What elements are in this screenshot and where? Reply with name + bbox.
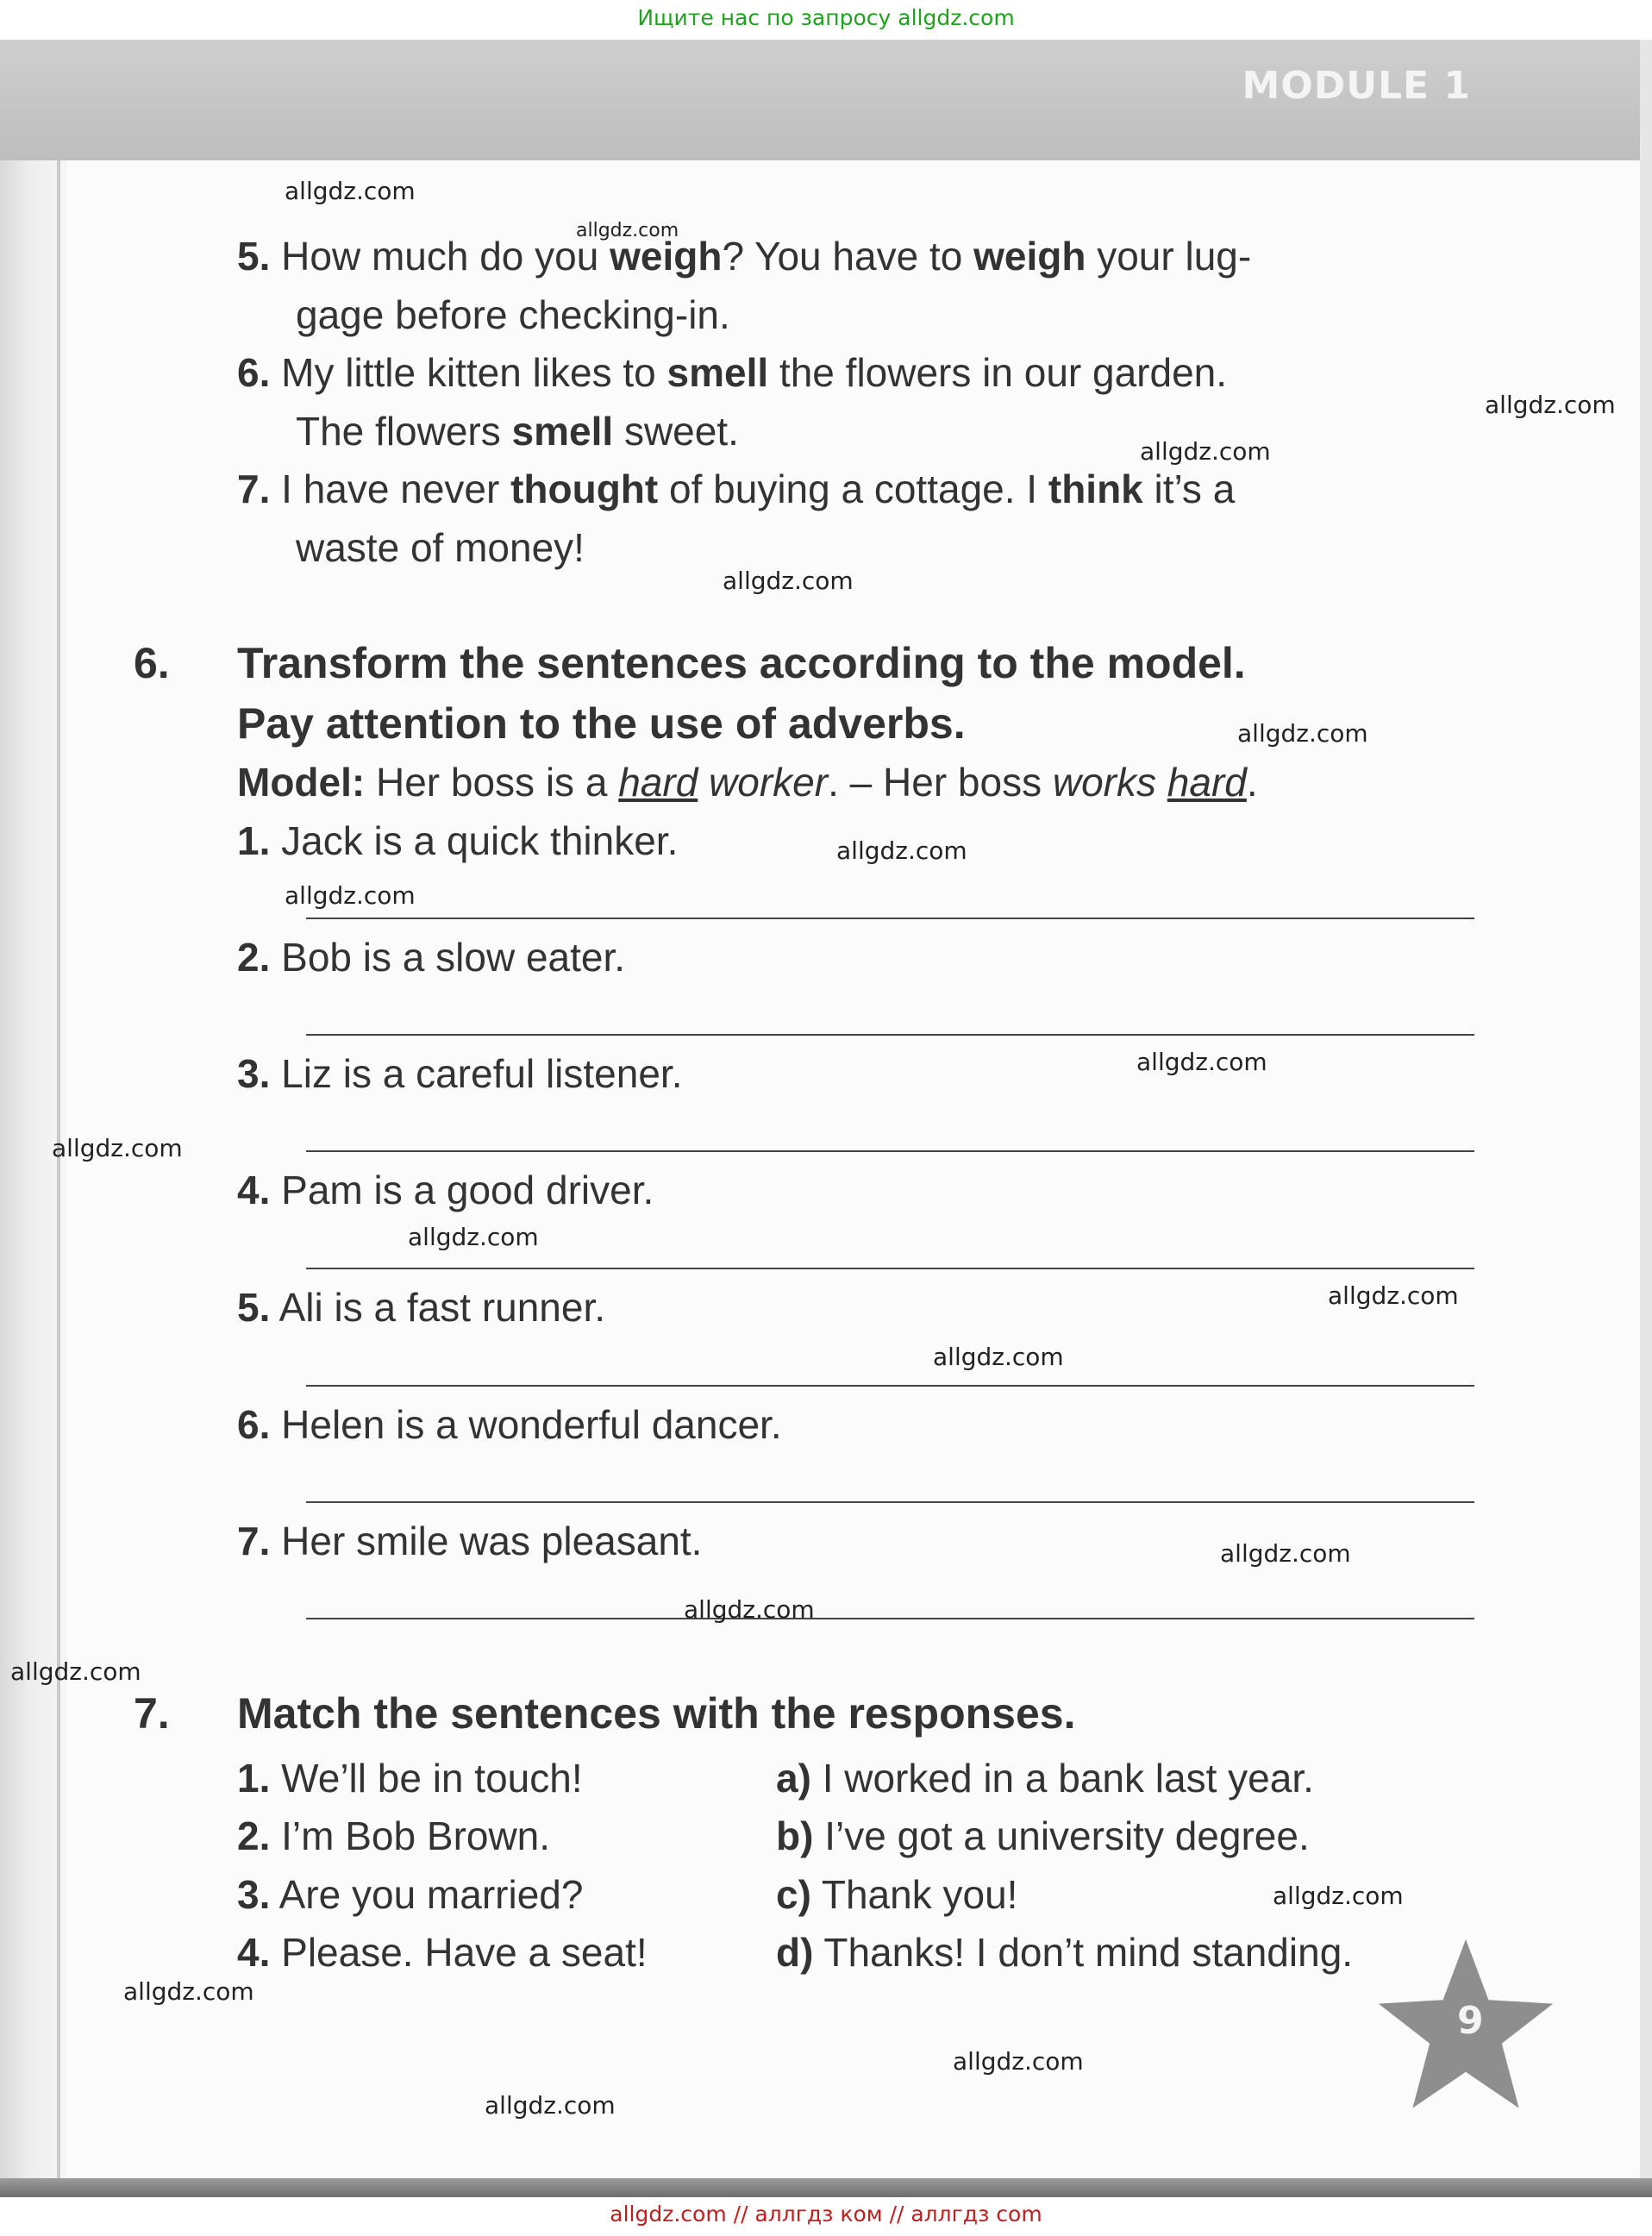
item-bold-word: weigh: [610, 234, 723, 279]
watermark: allgdz.com: [485, 2091, 616, 2120]
watermark: allgdz.com: [10, 1657, 141, 1686]
ex6-item: [237, 934, 625, 980]
answer-line[interactable]: [306, 1268, 1474, 1269]
module-title: MODULE 1: [1242, 64, 1471, 108]
item-text: Pam is a good driver.: [281, 1168, 654, 1212]
item-text: Helen is a wonderful dancer.: [281, 1402, 782, 1447]
ex6-item: [237, 1518, 702, 1564]
watermark: allgdz.com: [123, 1977, 254, 2006]
watermark: allgdz.com: [285, 177, 416, 205]
item-text: sweet.: [613, 409, 739, 454]
answer-line[interactable]: [306, 1501, 1474, 1503]
watermark: allgdz.com: [1485, 391, 1616, 419]
item-text: ? You have to: [722, 234, 974, 279]
item-text: Thank you!: [821, 1872, 1018, 1917]
match-right-item: [776, 1871, 1017, 1918]
watermark: allgdz.com: [1136, 1048, 1267, 1076]
item-text: Her smile was pleasant.: [281, 1519, 703, 1563]
exercise-7-number: 7.: [134, 1689, 170, 1738]
model-text: .: [1246, 760, 1258, 805]
item-bold-word: smell: [666, 350, 769, 395]
item-letter: c): [776, 1872, 811, 1917]
item-bold-word: thought: [510, 467, 659, 511]
exercise-6-title-line1: Transform the sentences according to the model.: [237, 639, 1246, 687]
item-number: 2.: [237, 1813, 271, 1858]
item-text: I’ve got a university degree.: [824, 1813, 1310, 1858]
watermark: allgdz.com: [576, 220, 679, 241]
item-number: 1.: [237, 1756, 271, 1801]
exercise-6-model: [237, 759, 1258, 805]
watermark: allgdz.com: [684, 1595, 815, 1624]
item-text: Ali is a fast runner.: [278, 1285, 606, 1330]
exercise-6-number: 6.: [134, 639, 170, 687]
spine-line: [57, 40, 60, 2197]
item-text: Thanks! I don’t mind standing.: [823, 1930, 1354, 1975]
match-right-item: [776, 1755, 1314, 1801]
model-underlined-word: hard: [618, 760, 698, 805]
item-text: The flowers: [296, 409, 512, 454]
model-italic-word: worker: [698, 760, 829, 805]
watermark: allgdz.com: [1140, 437, 1271, 466]
item-text: How much do you: [281, 234, 610, 279]
item-text: We’ll be in touch!: [281, 1756, 583, 1801]
watermark: allgdz.com: [953, 2047, 1084, 2076]
model-text: [1156, 760, 1167, 805]
item-text: Liz is a careful listener.: [281, 1051, 683, 1096]
page-number: 9: [1457, 1999, 1484, 2043]
ex6-item: [237, 1401, 782, 1448]
ex6-item: [237, 1284, 605, 1331]
item-text: I’m Bob Brown.: [281, 1813, 551, 1858]
match-right-item: [776, 1929, 1353, 1976]
answer-line[interactable]: [306, 1034, 1474, 1036]
match-left-item: [237, 1813, 550, 1859]
ex5-item-7: [237, 466, 1235, 512]
answer-line[interactable]: [306, 1385, 1474, 1387]
ex5-item-6: [237, 349, 1227, 396]
match-left-item: [237, 1929, 648, 1976]
ex5-item-6-line2: [296, 408, 739, 454]
model-label: Model:: [237, 760, 366, 805]
match-left-item: [237, 1755, 583, 1801]
match-left-item: [237, 1871, 583, 1918]
watermark: allgdz.com: [836, 836, 967, 865]
item-number: 4.: [237, 1930, 271, 1975]
answer-line[interactable]: [306, 918, 1474, 919]
item-text: of buying a cottage. I: [658, 467, 1048, 511]
model-text: . – Her boss: [828, 760, 1053, 805]
answer-line[interactable]: [306, 1618, 1474, 1619]
item-letter: d): [776, 1930, 814, 1975]
ex6-item: [237, 1050, 682, 1097]
item-text: the flowers in our garden.: [768, 350, 1228, 395]
item-number: 7.: [237, 1519, 271, 1563]
item-number: 3.: [237, 1051, 271, 1096]
page-bottom-edge: [0, 2178, 1652, 2197]
item-text: your lug-: [1086, 234, 1252, 279]
item-text: Jack is a quick thinker.: [281, 818, 679, 863]
bottom-banner[interactable]: allgdz.com // аллгдз ком // аллгдз com: [610, 2202, 1042, 2227]
item-number: 5.: [237, 1285, 271, 1330]
item-text: it’s a: [1142, 467, 1236, 511]
item-bold-word: think: [1048, 467, 1143, 511]
item-text: My little kitten likes to: [281, 350, 667, 395]
model-underlined-word: hard: [1167, 760, 1247, 805]
item-number: 2.: [237, 935, 271, 980]
item-number: 5.: [237, 234, 271, 279]
ex5-item-5: [237, 233, 1251, 279]
header-band: [0, 40, 1652, 160]
item-bold-word: smell: [511, 409, 614, 454]
page-edge: [1640, 40, 1652, 2197]
watermark: allgdz.com: [933, 1343, 1064, 1371]
item-text: Bob is a slow eater.: [281, 935, 626, 980]
watermark: allgdz.com: [1273, 1882, 1404, 1910]
item-letter: b): [776, 1813, 814, 1858]
item-letter: a): [776, 1756, 811, 1801]
item-number: 1.: [237, 818, 271, 863]
watermark: allgdz.com: [1237, 719, 1368, 748]
item-bold-word: weigh: [973, 234, 1086, 279]
item-number: 4.: [237, 1168, 271, 1212]
item-number: 6.: [237, 1402, 271, 1447]
top-banner[interactable]: Ищите нас по запросу allgdz.com: [637, 5, 1015, 30]
ex6-item: [237, 1167, 654, 1213]
item-text: I worked in a bank last year.: [822, 1756, 1314, 1801]
watermark: allgdz.com: [408, 1223, 539, 1251]
watermark: allgdz.com: [285, 881, 416, 910]
item-number: 3.: [237, 1872, 271, 1917]
ex5-item-5-line2: gage before checking-in.: [296, 292, 730, 337]
item-text: I have never: [281, 467, 511, 511]
exercise-7-title: Match the sentences with the responses.: [237, 1689, 1076, 1738]
watermark: allgdz.com: [52, 1134, 183, 1162]
match-right-item: [776, 1813, 1310, 1859]
watermark: allgdz.com: [723, 567, 854, 595]
item-number: 6.: [237, 350, 271, 395]
watermark: allgdz.com: [1220, 1539, 1351, 1568]
answer-line[interactable]: [306, 1150, 1474, 1152]
model-italic-word: works: [1052, 760, 1156, 805]
watermark: allgdz.com: [1328, 1281, 1459, 1310]
item-number: 7.: [237, 467, 271, 511]
ex6-item: [237, 817, 678, 864]
exercise-6-title-line2: Pay attention to the use of adverbs.: [237, 699, 966, 748]
model-text: Her boss is a: [365, 760, 619, 805]
item-text: Please. Have a seat!: [281, 1930, 648, 1975]
item-text: Are you married?: [278, 1872, 584, 1917]
ex5-item-7-line2: waste of money!: [296, 525, 585, 570]
